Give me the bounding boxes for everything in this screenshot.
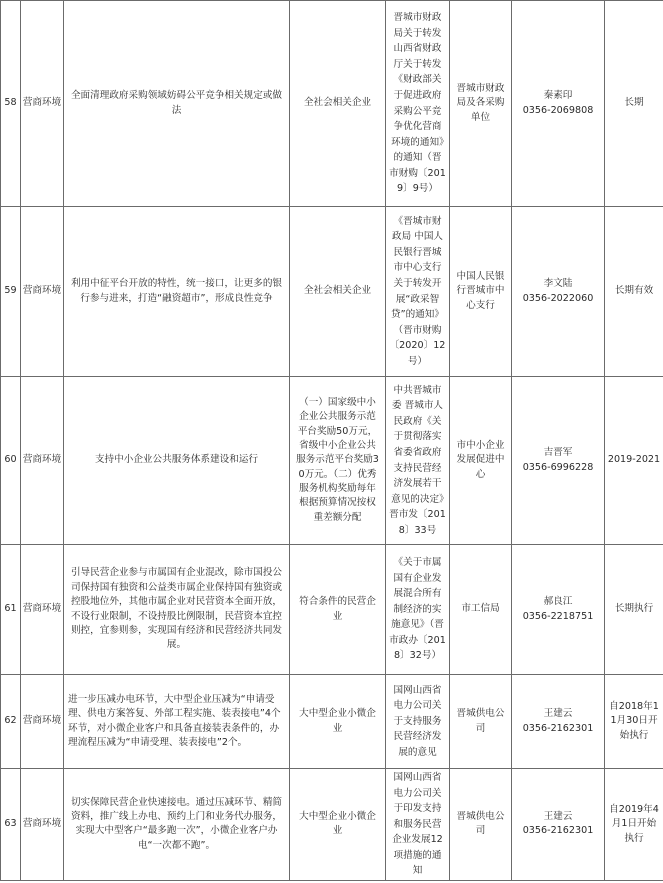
measure-cell: 进一步压减办电环节，大中型企业压减为“申请受理、供电方案答复、外部工程实施、装表接电”4个环节，对小微企业客户和具备直接装表条件的，办理流程压减为“申请受理、装表接电”2个。 (64, 675, 290, 769)
target-cell: 符合条件的民营企业 (290, 545, 386, 675)
contact-name: 王建云 (543, 708, 573, 720)
target-cell: 全社会相关企业 (290, 207, 386, 377)
target-cell: 大中型企业小微企业 (290, 769, 386, 881)
period-cell: 自2019年4月1日开始执行 (605, 769, 663, 881)
contact-phone: 0356-2022060 (522, 292, 594, 304)
contact-name: 秦素印 (543, 90, 573, 102)
measure-cell: 全面清理政府采购领域妨碍公平竞争相关规定或做法 (64, 1, 290, 207)
contact-cell (512, 1, 605, 207)
measure-cell: 切实保障民营企业快速接电。通过压减环节、精简资料，推广线上办电、预约上门和业务代办服务，实现大中型客户“最多跑一次”，小微企业客户办电“一次都不跑”。 (64, 769, 290, 881)
contact-name: 王建云 (543, 810, 573, 822)
table-row (1, 769, 663, 881)
unit-cell: 市中小企业发展促进中心 (450, 377, 512, 545)
category-cell: 营商环境 (21, 545, 64, 675)
table-row (1, 1, 663, 207)
unit-cell: 晋城市财政局及各采购单位 (450, 1, 512, 207)
row-number: 58 (1, 1, 21, 207)
category-cell: 营商环境 (21, 769, 64, 881)
table-row (1, 545, 663, 675)
measure-cell: 支持中小企业公共服务体系建设和运行 (64, 377, 290, 545)
document-cell: 国网山西省电力公司关于印发支持和服务民营企业发展12项措施的通知 (386, 769, 450, 881)
row-number: 60 (1, 377, 21, 545)
contact-name: 吉晋军 (543, 447, 573, 459)
contact-name: 郝良江 (543, 596, 573, 608)
row-number: 61 (1, 545, 21, 675)
document-cell: 《关于市属国有企业发展混合所有制经济的实施意见》（晋市政办〔2018〕32号） (386, 545, 450, 675)
document-cell: 《晋城市财政局 中国人民银行晋城市中心支行关于转发开展“政采智贷”的通知》（晋市财购〔2020〕12号） (386, 207, 450, 377)
contact-name: 李文陆 (543, 278, 573, 290)
target-cell: 大中型企业小微企业 (290, 675, 386, 769)
table-row (1, 377, 663, 545)
row-number: 59 (1, 207, 21, 377)
contact-cell (512, 769, 605, 881)
category-cell: 营商环境 (21, 377, 64, 545)
target-cell: 全社会相关企业 (290, 1, 386, 207)
contact-phone: 0356-2069808 (522, 104, 594, 116)
target-cell: （一）国家级中小企业公共服务示范平台奖励50万元，省级中小企业公共服务示范平台奖励30万元。（二）优秀服务机构奖励每年根据预算情况按权重差额分配 (290, 377, 386, 545)
unit-cell: 晋城供电公司 (450, 769, 512, 881)
period-cell: 长期 (605, 1, 663, 207)
period-cell: 长期有效 (605, 207, 663, 377)
row-number: 63 (1, 769, 21, 881)
period-cell: 长期执行 (605, 545, 663, 675)
measure-cell: 利用中征平台开放的特性，统一接口，让更多的银行参与进来，打造“融资超市”，形成良性竞争 (64, 207, 290, 377)
table-row (1, 675, 663, 769)
table-row (1, 207, 663, 377)
contact-cell (512, 545, 605, 675)
category-cell: 营商环境 (21, 1, 64, 207)
contact-cell (512, 207, 605, 377)
unit-cell: 中国人民银行晋城市中心支行 (450, 207, 512, 377)
row-number: 62 (1, 675, 21, 769)
contact-cell (512, 377, 605, 545)
document-cell: 晋城市财政局关于转发山西省财政厅关于转发《财政部关于促进政府采购公平竞争优化营商环境的通知》的通知（晋市财购〔2019〕9号） (386, 1, 450, 207)
category-cell: 营商环境 (21, 675, 64, 769)
unit-cell: 晋城供电公司 (450, 675, 512, 769)
contact-phone: 0356-2162301 (522, 825, 594, 837)
period-cell: 2019-2021 (605, 377, 663, 545)
document-cell: 国网山西省电力公司关于支持服务民营经济发展的意见 (386, 675, 450, 769)
contact-phone: 0356-2218751 (522, 610, 594, 622)
period-cell: 自2018年11月30日开始执行 (605, 675, 663, 769)
document-cell: 中共晋城市委 晋城市人民政府《关于贯彻落实省委省政府支持民营经济发展若干意见的决定》晋市发〔2018〕33号 (386, 377, 450, 545)
contact-phone: 0356-6996228 (522, 461, 594, 473)
contact-phone: 0356-2162301 (522, 722, 594, 734)
category-cell: 营商环境 (21, 207, 64, 377)
contact-cell (512, 675, 605, 769)
measure-cell: 引导民营企业参与市属国有企业混改，除市国投公司保持国有独资和公益类市属企业保持国有独资或控股地位外，其他市属企业对民营资本全面开放，不设行业限制，不设持股比例限制，民营资本宜控则控，宜参则参，实现国有经济和民营经济共同发展。 (64, 545, 290, 675)
unit-cell: 市工信局 (450, 545, 512, 675)
